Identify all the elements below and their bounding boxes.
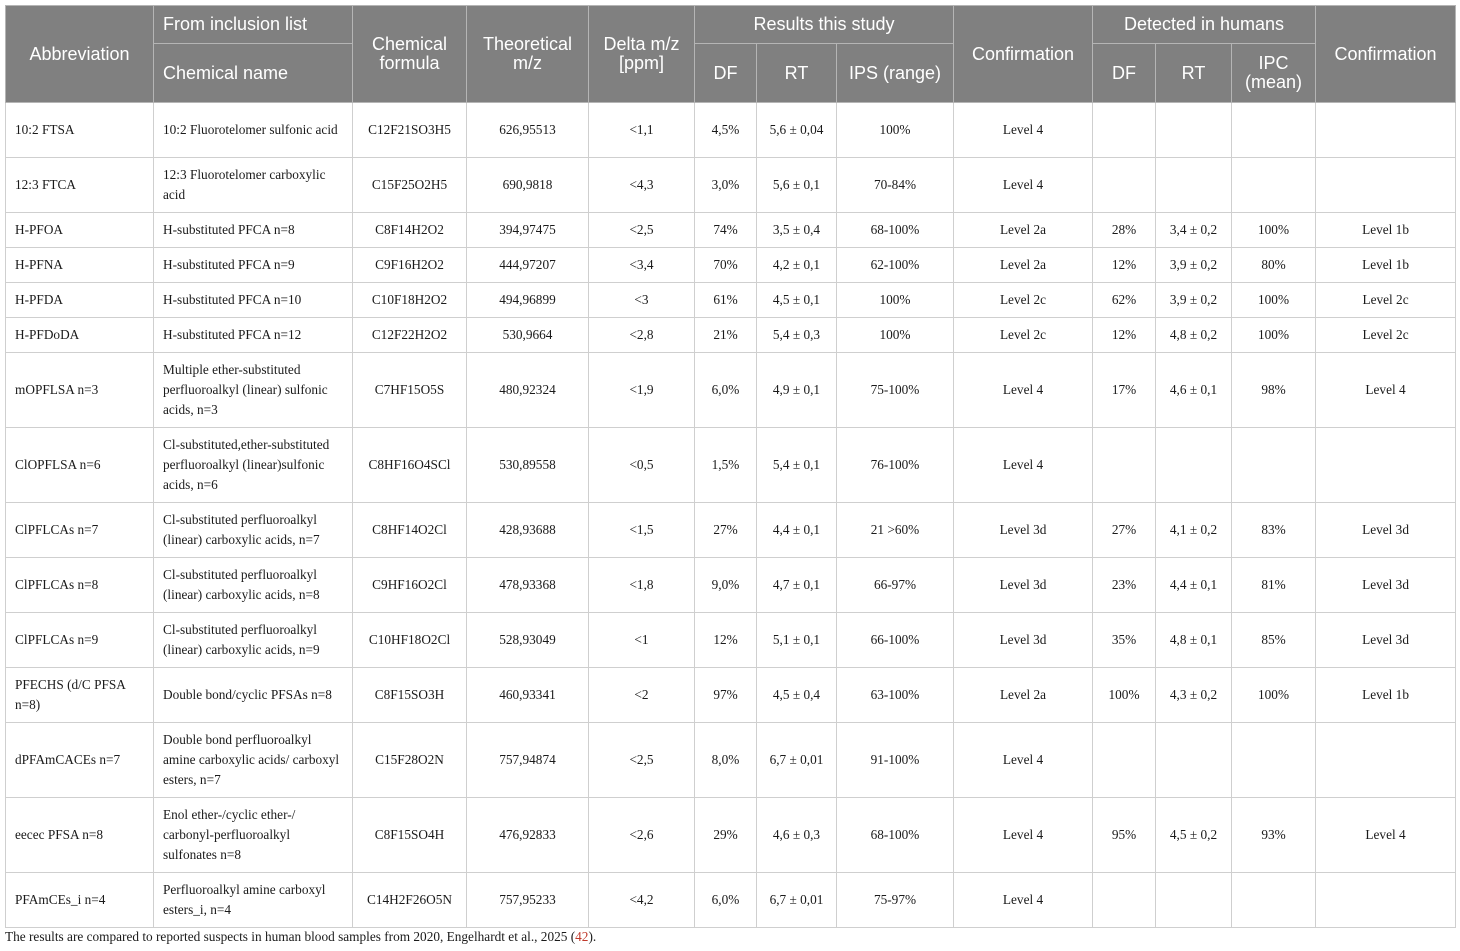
cell-chemical-name: 12:3 Fluorotelomer carboxylic acid [154,158,353,213]
cell-ipc-mean: 85% [1232,613,1316,668]
cell-theoretical-mz: 460,93341 [467,668,589,723]
cell-ipc-mean: 81% [1232,558,1316,613]
cell-rt-humans: 4,3 ± 0,2 [1156,668,1232,723]
cell-df-humans: 12% [1093,318,1156,353]
cell-confirmation-humans: Level 2c [1316,318,1456,353]
cell-confirmation: Level 3d [954,613,1093,668]
cell-ipc-mean: 100% [1232,283,1316,318]
cell-confirmation: Level 2a [954,213,1093,248]
cell-delta-mz: <2 [589,668,695,723]
cell-theoretical-mz: 757,95233 [467,873,589,928]
cell-abbreviation: ClOPFLSA n=6 [6,428,154,503]
cell-rt: 5,6 ± 0,1 [757,158,837,213]
cell-rt-humans: 3,9 ± 0,2 [1156,248,1232,283]
cell-ips-range: 63-100% [837,668,954,723]
table-header [6,6,1456,103]
cell-df: 6,0% [695,353,757,428]
cell-chemical-formula: C14H2F26O5N [353,873,467,928]
cell-rt-humans: 3,9 ± 0,2 [1156,283,1232,318]
header-results-this-study: Results this study [695,6,954,44]
cell-ipc-mean [1232,158,1316,213]
cell-ipc-mean [1232,873,1316,928]
cell-chemical-name: Multiple ether-substituted perfluoroalkyl (linear) sulfonic acids, n=3 [154,353,353,428]
cell-abbreviation: ClPFLCAs n=9 [6,613,154,668]
table-row [6,558,1456,613]
header-confirmation: Confirmation [954,6,1093,103]
cell-confirmation: Level 4 [954,428,1093,503]
cell-rt-humans: 4,8 ± 0,2 [1156,318,1232,353]
cell-delta-mz: <1,8 [589,558,695,613]
cell-chemical-formula: C8HF14O2Cl [353,503,467,558]
table-row [6,873,1456,928]
cell-rt-humans [1156,873,1232,928]
header-df: DF [695,44,757,103]
cell-abbreviation: PFAmCEs_i n=4 [6,873,154,928]
cell-confirmation-humans [1316,158,1456,213]
cell-rt: 4,7 ± 0,1 [757,558,837,613]
cell-df: 9,0% [695,558,757,613]
cell-rt: 5,4 ± 0,3 [757,318,837,353]
cell-chemical-formula: C8F15SO3H [353,668,467,723]
cell-ipc-mean: 98% [1232,353,1316,428]
cell-df-humans: 100% [1093,668,1156,723]
cell-rt-humans [1156,103,1232,158]
cell-df: 70% [695,248,757,283]
table-row [6,248,1456,283]
cell-confirmation-humans: Level 1b [1316,213,1456,248]
cell-chemical-formula: C9HF16O2Cl [353,558,467,613]
cell-delta-mz: <4,3 [589,158,695,213]
header-df-humans: DF [1093,44,1156,103]
cell-ips-range: 75-100% [837,353,954,428]
results-table [5,5,1456,928]
cell-ipc-mean: 100% [1232,213,1316,248]
cell-delta-mz: <0,5 [589,428,695,503]
cell-theoretical-mz: 626,95513 [467,103,589,158]
cell-abbreviation: dPFAmCACEs n=7 [6,723,154,798]
footnote-end: ). [588,929,597,944]
cell-chemical-name: Cl-substituted perfluoroalkyl (linear) carboxylic acids, n=9 [154,613,353,668]
cell-chemical-formula: C10F18H2O2 [353,283,467,318]
cell-confirmation: Level 2a [954,668,1093,723]
cell-confirmation: Level 2c [954,283,1093,318]
cell-rt-humans: 4,8 ± 0,1 [1156,613,1232,668]
cell-chemical-formula: C10HF18O2Cl [353,613,467,668]
cell-df-humans: 27% [1093,503,1156,558]
cell-abbreviation: 10:2 FTSA [6,103,154,158]
cell-df-humans: 12% [1093,248,1156,283]
cell-ips-range: 75-97% [837,873,954,928]
cell-ipc-mean: 100% [1232,668,1316,723]
cell-rt-humans: 4,6 ± 0,1 [1156,353,1232,428]
cell-ips-range: 100% [837,283,954,318]
cell-rt: 5,4 ± 0,1 [757,428,837,503]
cell-ipc-mean [1232,723,1316,798]
cell-rt-humans: 4,5 ± 0,2 [1156,798,1232,873]
cell-confirmation-humans [1316,103,1456,158]
header-rt: RT [757,44,837,103]
cell-rt: 4,2 ± 0,1 [757,248,837,283]
cell-ipc-mean [1232,103,1316,158]
cell-delta-mz: <2,8 [589,318,695,353]
cell-chemical-name: Cl-substituted perfluoroalkyl (linear) carboxylic acids, n=8 [154,558,353,613]
cell-confirmation: Level 3d [954,558,1093,613]
cell-df: 74% [695,213,757,248]
cell-confirmation: Level 4 [954,723,1093,798]
cell-rt: 4,4 ± 0,1 [757,503,837,558]
table-body [6,103,1456,928]
cell-delta-mz: <2,5 [589,213,695,248]
cell-df-humans: 28% [1093,213,1156,248]
cell-df: 97% [695,668,757,723]
header-ipc-mean: IPC (mean) [1232,44,1316,103]
table-row [6,428,1456,503]
cell-chemical-name: 10:2 Fluorotelomer sulfonic acid [154,103,353,158]
cell-confirmation-humans: Level 2c [1316,283,1456,318]
table-row [6,503,1456,558]
cell-delta-mz: <2,6 [589,798,695,873]
table-row [6,283,1456,318]
cell-confirmation-humans [1316,873,1456,928]
cell-chemical-formula: C15F28O2N [353,723,467,798]
cell-chemical-formula: C12F22H2O2 [353,318,467,353]
cell-rt-humans [1156,723,1232,798]
table-row [6,668,1456,723]
cell-delta-mz: <1,9 [589,353,695,428]
cell-confirmation: Level 4 [954,798,1093,873]
cell-df: 6,0% [695,873,757,928]
header-abbreviation: Abbreviation [6,6,154,103]
cell-df: 4,5% [695,103,757,158]
cell-confirmation-humans: Level 4 [1316,353,1456,428]
cell-df-humans: 17% [1093,353,1156,428]
cell-delta-mz: <1,5 [589,503,695,558]
cell-abbreviation: PFECHS (d/C PFSA n=8) [6,668,154,723]
cell-ips-range: 66-100% [837,613,954,668]
cell-confirmation: Level 4 [954,873,1093,928]
cell-df: 29% [695,798,757,873]
cell-theoretical-mz: 394,97475 [467,213,589,248]
cell-delta-mz: <3,4 [589,248,695,283]
cell-rt: 4,9 ± 0,1 [757,353,837,428]
cell-theoretical-mz: 478,93368 [467,558,589,613]
cell-df: 1,5% [695,428,757,503]
cell-theoretical-mz: 528,93049 [467,613,589,668]
cell-delta-mz: <3 [589,283,695,318]
cell-theoretical-mz: 494,96899 [467,283,589,318]
cell-df-humans [1093,428,1156,503]
cell-df: 8,0% [695,723,757,798]
cell-df: 61% [695,283,757,318]
cell-confirmation: Level 2a [954,248,1093,283]
header-confirmation-humans: Confirmation [1316,6,1456,103]
cell-rt-humans: 4,1 ± 0,2 [1156,503,1232,558]
cell-ipc-mean: 100% [1232,318,1316,353]
cell-confirmation-humans [1316,723,1456,798]
cell-abbreviation: ClPFLCAs n=7 [6,503,154,558]
cell-confirmation: Level 4 [954,103,1093,158]
cell-ips-range: 68-100% [837,213,954,248]
cell-rt: 4,6 ± 0,3 [757,798,837,873]
table-row [6,318,1456,353]
cell-chemical-formula: C7HF15O5S [353,353,467,428]
cell-confirmation-humans: Level 4 [1316,798,1456,873]
cell-confirmation-humans: Level 3d [1316,558,1456,613]
cell-ips-range: 68-100% [837,798,954,873]
header-chemical-formula: Chemical formula [353,6,467,103]
table-row [6,613,1456,668]
cell-chemical-name: H-substituted PFCA n=10 [154,283,353,318]
cell-df: 21% [695,318,757,353]
cell-delta-mz: <1 [589,613,695,668]
cell-chemical-formula: C12F21SO3H5 [353,103,467,158]
cell-abbreviation: H-PFOA [6,213,154,248]
cell-chemical-formula: C8F14H2O2 [353,213,467,248]
cell-ips-range: 21 >60% [837,503,954,558]
cell-abbreviation: H-PFNA [6,248,154,283]
cell-chemical-name: Perfluoroalkyl amine carboxyl esters_i, n=4 [154,873,353,928]
cell-chemical-name: Cl-substituted,ether-substituted perfluoroalkyl (linear)sulfonic acids, n=6 [154,428,353,503]
table-row [6,723,1456,798]
table-footnote [5,929,596,945]
cell-chemical-formula: C9F16H2O2 [353,248,467,283]
table-row [6,158,1456,213]
cell-rt: 3,5 ± 0,4 [757,213,837,248]
cell-chemical-name: Double bond/cyclic PFSAs n=8 [154,668,353,723]
cell-chemical-formula: C8F15SO4H [353,798,467,873]
cell-chemical-formula: C8HF16O4SCl [353,428,467,503]
cell-confirmation: Level 4 [954,158,1093,213]
cell-rt-humans [1156,428,1232,503]
cell-confirmation-humans: Level 3d [1316,613,1456,668]
table-row [6,213,1456,248]
cell-abbreviation: H-PFDA [6,283,154,318]
cell-theoretical-mz: 480,92324 [467,353,589,428]
cell-theoretical-mz: 530,89558 [467,428,589,503]
cell-ips-range: 91-100% [837,723,954,798]
cell-delta-mz: <1,1 [589,103,695,158]
footnote-reference-link[interactable]: 42 [575,929,589,944]
cell-confirmation-humans: Level 1b [1316,248,1456,283]
cell-ipc-mean: 93% [1232,798,1316,873]
cell-abbreviation: ClPFLCAs n=8 [6,558,154,613]
header-delta-mz: Delta m/z [ppm] [589,6,695,103]
cell-theoretical-mz: 530,9664 [467,318,589,353]
cell-rt: 6,7 ± 0,01 [757,723,837,798]
cell-rt: 4,5 ± 0,1 [757,283,837,318]
cell-delta-mz: <2,5 [589,723,695,798]
cell-ips-range: 100% [837,318,954,353]
cell-chemical-name: Enol ether-/cyclic ether-/ carbonyl-perfluoroalkyl sulfonates n=8 [154,798,353,873]
cell-ips-range: 76-100% [837,428,954,503]
cell-abbreviation: H-PFDoDA [6,318,154,353]
cell-ipc-mean: 83% [1232,503,1316,558]
cell-confirmation-humans [1316,428,1456,503]
header-rt-humans: RT [1156,44,1232,103]
cell-df: 3,0% [695,158,757,213]
cell-confirmation: Level 2c [954,318,1093,353]
cell-rt: 5,1 ± 0,1 [757,613,837,668]
cell-chemical-name: H-substituted PFCA n=9 [154,248,353,283]
cell-ips-range: 66-97% [837,558,954,613]
cell-chemical-formula: C15F25O2H5 [353,158,467,213]
cell-rt: 4,5 ± 0,4 [757,668,837,723]
cell-theoretical-mz: 428,93688 [467,503,589,558]
cell-ipc-mean [1232,428,1316,503]
cell-df-humans [1093,873,1156,928]
cell-confirmation-humans: Level 1b [1316,668,1456,723]
cell-df-humans: 62% [1093,283,1156,318]
cell-abbreviation: 12:3 FTCA [6,158,154,213]
cell-ips-range: 100% [837,103,954,158]
cell-theoretical-mz: 476,92833 [467,798,589,873]
cell-ips-range: 62-100% [837,248,954,283]
table-row [6,353,1456,428]
cell-rt-humans: 4,4 ± 0,1 [1156,558,1232,613]
cell-ips-range: 70-84% [837,158,954,213]
cell-df: 12% [695,613,757,668]
header-ips-range: IPS (range) [837,44,954,103]
cell-rt-humans [1156,158,1232,213]
cell-confirmation-humans: Level 3d [1316,503,1456,558]
cell-df-humans [1093,723,1156,798]
cell-rt: 5,6 ± 0,04 [757,103,837,158]
cell-ipc-mean: 80% [1232,248,1316,283]
table-row [6,798,1456,873]
cell-confirmation: Level 4 [954,353,1093,428]
cell-df-humans: 23% [1093,558,1156,613]
cell-df-humans [1093,158,1156,213]
header-theoretical-mz: Theoretical m/z [467,6,589,103]
cell-confirmation: Level 3d [954,503,1093,558]
cell-theoretical-mz: 757,94874 [467,723,589,798]
cell-theoretical-mz: 444,97207 [467,248,589,283]
header-chemical-name: Chemical name [154,44,353,103]
cell-abbreviation: eecec PFSA n=8 [6,798,154,873]
cell-rt: 6,7 ± 0,01 [757,873,837,928]
cell-rt-humans: 3,4 ± 0,2 [1156,213,1232,248]
cell-theoretical-mz: 690,9818 [467,158,589,213]
cell-df: 27% [695,503,757,558]
cell-chemical-name: Cl-substituted perfluoroalkyl (linear) carboxylic acids, n=7 [154,503,353,558]
cell-chemical-name: H-substituted PFCA n=12 [154,318,353,353]
cell-df-humans: 35% [1093,613,1156,668]
header-detected-in-humans: Detected in humans [1093,6,1316,44]
cell-df-humans [1093,103,1156,158]
cell-delta-mz: <4,2 [589,873,695,928]
cell-chemical-name: Double bond perfluoroalkyl amine carboxylic acids/ carboxyl esters, n=7 [154,723,353,798]
cell-abbreviation: mOPFLSA n=3 [6,353,154,428]
header-from-inclusion-list: From inclusion list [154,6,353,44]
cell-chemical-name: H-substituted PFCA n=8 [154,213,353,248]
cell-df-humans: 95% [1093,798,1156,873]
footnote-text: The results are compared to reported suspects in human blood samples from 2020, Engelhardt et al., 2025 ( [5,929,576,944]
table-row [6,103,1456,158]
